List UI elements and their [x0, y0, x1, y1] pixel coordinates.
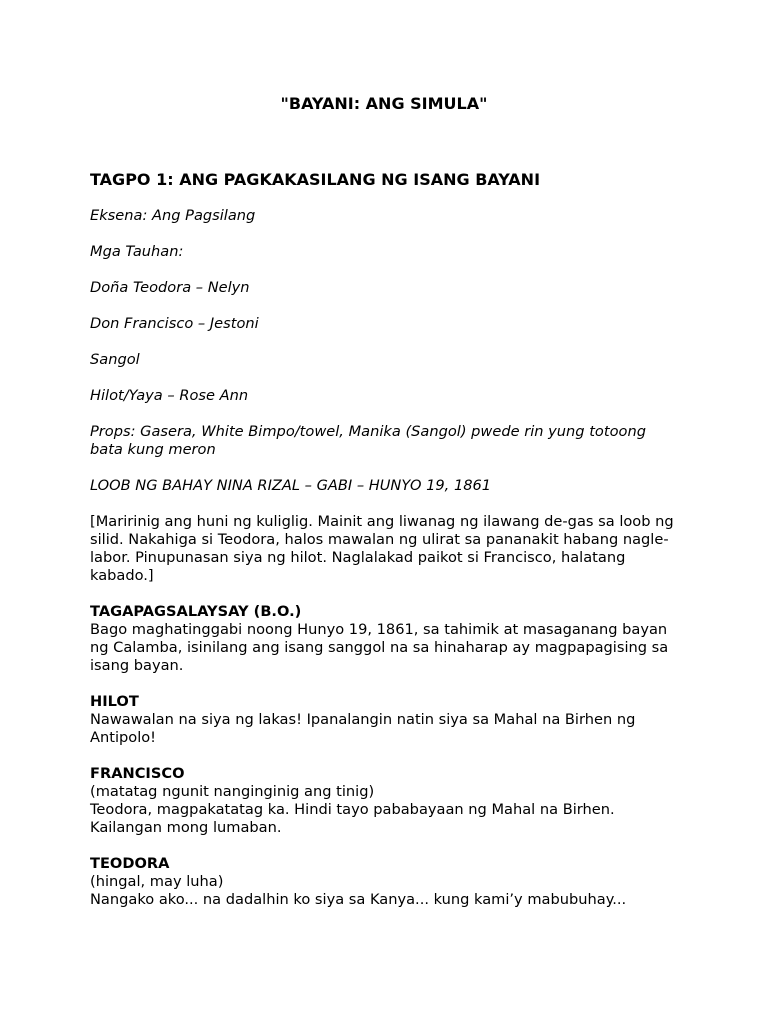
- speaker-name: FRANCISCO: [90, 765, 185, 782]
- dialogue-line: Nawawalan na siya ng lakas! Ipanalangin natin siya sa Mahal na Birhen ng Antipolo!: [90, 711, 636, 746]
- speaker-name: TEODORA: [90, 855, 170, 872]
- dialogue-block: [90, 855, 680, 909]
- parenthetical: (matatag ngunit nanginginig ang tinig): [90, 783, 375, 800]
- props-list: Props: Gasera, White Bimpo/towel, Manika (Sangol) pwede rin yung totoong bata kung meron: [90, 423, 646, 458]
- dialogue-block: [90, 603, 680, 675]
- dialogue-line: Nangako ako... na dadalhin ko siya sa Kanya... kung kami’y mabubuhay...: [90, 891, 627, 908]
- dialogue-block: [90, 765, 680, 837]
- dialogue-block: [90, 693, 680, 747]
- setting-line: LOOB NG BAHAY NINA RIZAL – GABI – HUNYO 19, 1861: [90, 477, 492, 494]
- cast-member: Don Francisco – Jestoni: [90, 315, 259, 332]
- speaker-name: TAGAPAGSALAYSAY (B.O.): [90, 603, 302, 620]
- cast-member: Doña Teodora – Nelyn: [90, 279, 250, 296]
- stage-direction: [Maririnig ang huni ng kuliglig. Mainit ang liwanag ng ilawang de-gas sa loob ng silid. Nakahiga si Teodora, halos mawalan ng ulirat sa pananakit habang nagle-labor. Pinupunasan siya ng hilot. Naglalakad paikot si Francisco, halatang kabado.]: [90, 513, 674, 584]
- parenthetical: (hingal, may luha): [90, 873, 224, 890]
- cast-member: Hilot/Yaya – Rose Ann: [90, 387, 249, 404]
- scene-heading: TAGPO 1: ANG PAGKAKASILANG NG ISANG BAYANI: [90, 170, 541, 189]
- cast-member: Sangol: [90, 351, 140, 368]
- cast-label: Mga Tauhan:: [90, 243, 184, 260]
- dialogue-line: Bago maghatinggabi noong Hunyo 19, 1861, sa tahimik at masaganang bayan ng Calamba, isinilang ang isang sanggol na sa hinaharap ay magpapagising sa isang bayan.: [90, 621, 669, 674]
- scene-label: Eksena: Ang Pagsilang: [90, 207, 256, 224]
- document-title: "BAYANI: ANG SIMULA": [280, 94, 488, 113]
- document-body: [90, 207, 680, 927]
- dialogue-line: Teodora, magpakatatag ka. Hindi tayo pababayaan ng Mahal na Birhen. Kailangan mong lumaban.: [90, 801, 615, 836]
- speaker-name: HILOT: [90, 693, 139, 710]
